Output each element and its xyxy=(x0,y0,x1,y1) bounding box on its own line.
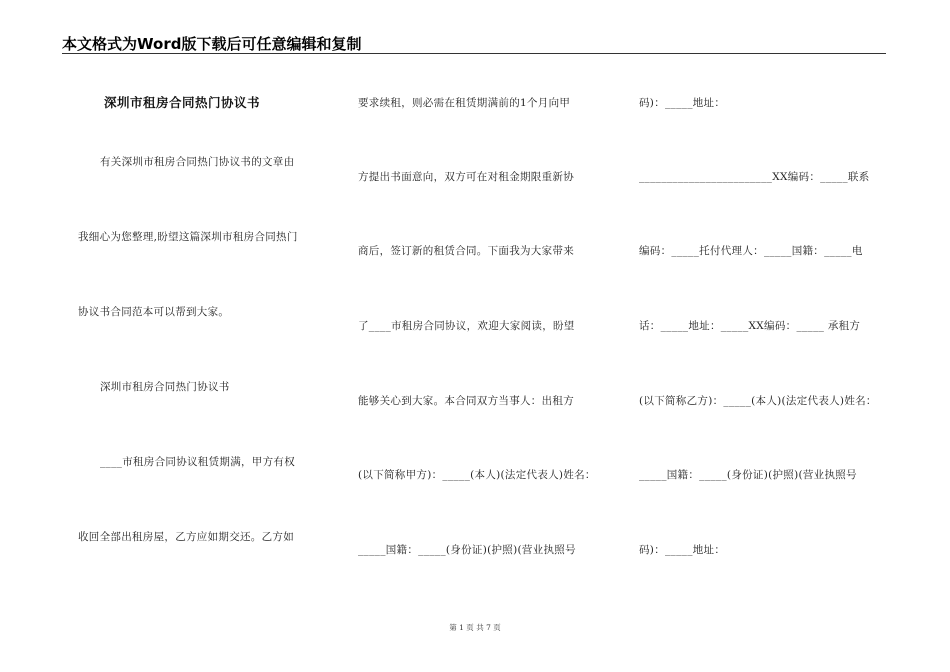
text-line: 商后，签订新的租赁合同。下面我为大家带来 xyxy=(358,245,574,257)
page-number: 第 1 页 共 7 页 xyxy=(449,623,501,632)
header-divider xyxy=(62,53,886,54)
text-line: 我细心为您整理,盼望这篇深圳市租房合同热门 xyxy=(78,231,298,243)
text-line: ____市租房合同协议租赁期满，甲方有权 xyxy=(100,456,295,468)
text-line: 话：_____地址：_____XX编码：_____ 承租方 xyxy=(639,320,861,332)
section-heading: 深圳市租房合同热门协议书 xyxy=(100,381,230,393)
text-line: _____国籍：_____(身份证)(护照)(营业执照号 xyxy=(358,544,576,556)
text-line: (以下简称甲方)：_____(本人)(法定代表人)姓名： xyxy=(358,469,596,481)
document-banner: 本文格式为Word版下载后可任意编辑和复制 xyxy=(62,35,362,53)
text-line: _____国籍：_____(身份证)(护照)(营业执照号 xyxy=(639,469,857,481)
document-title: 深圳市租房合同热门协议书 xyxy=(104,95,261,110)
text-line: 编码：_____托付代理人：_____国籍：_____电 xyxy=(639,245,863,257)
text-line: (以下简称乙方)：_____(本人)(法定代表人)姓名： xyxy=(639,395,877,407)
text-line: 有关深圳市租房合同热门协议书的文章由 xyxy=(100,156,295,168)
text-line: 码)：_____地址： xyxy=(639,544,726,556)
text-line: 收回全部出租房屋，乙方应如期交还。乙方如 xyxy=(78,531,294,543)
text-line: ________________________XX编码：_____联系 xyxy=(639,171,870,183)
text-line: 能够关心到大家。本合同双方当事人：出租方 xyxy=(358,395,574,407)
text-line: 方提出书面意向，双方可在对租金期限重新协 xyxy=(358,171,574,183)
text-line: 协议书合同范本可以帮到大家。 xyxy=(78,306,230,318)
text-line: 要求续租，则必需在租赁期满前的1个月向甲 xyxy=(358,97,571,109)
text-line: 码)：_____地址： xyxy=(639,97,726,109)
text-line: 了____市租房合同协议，欢迎大家阅读，盼望 xyxy=(358,320,575,332)
